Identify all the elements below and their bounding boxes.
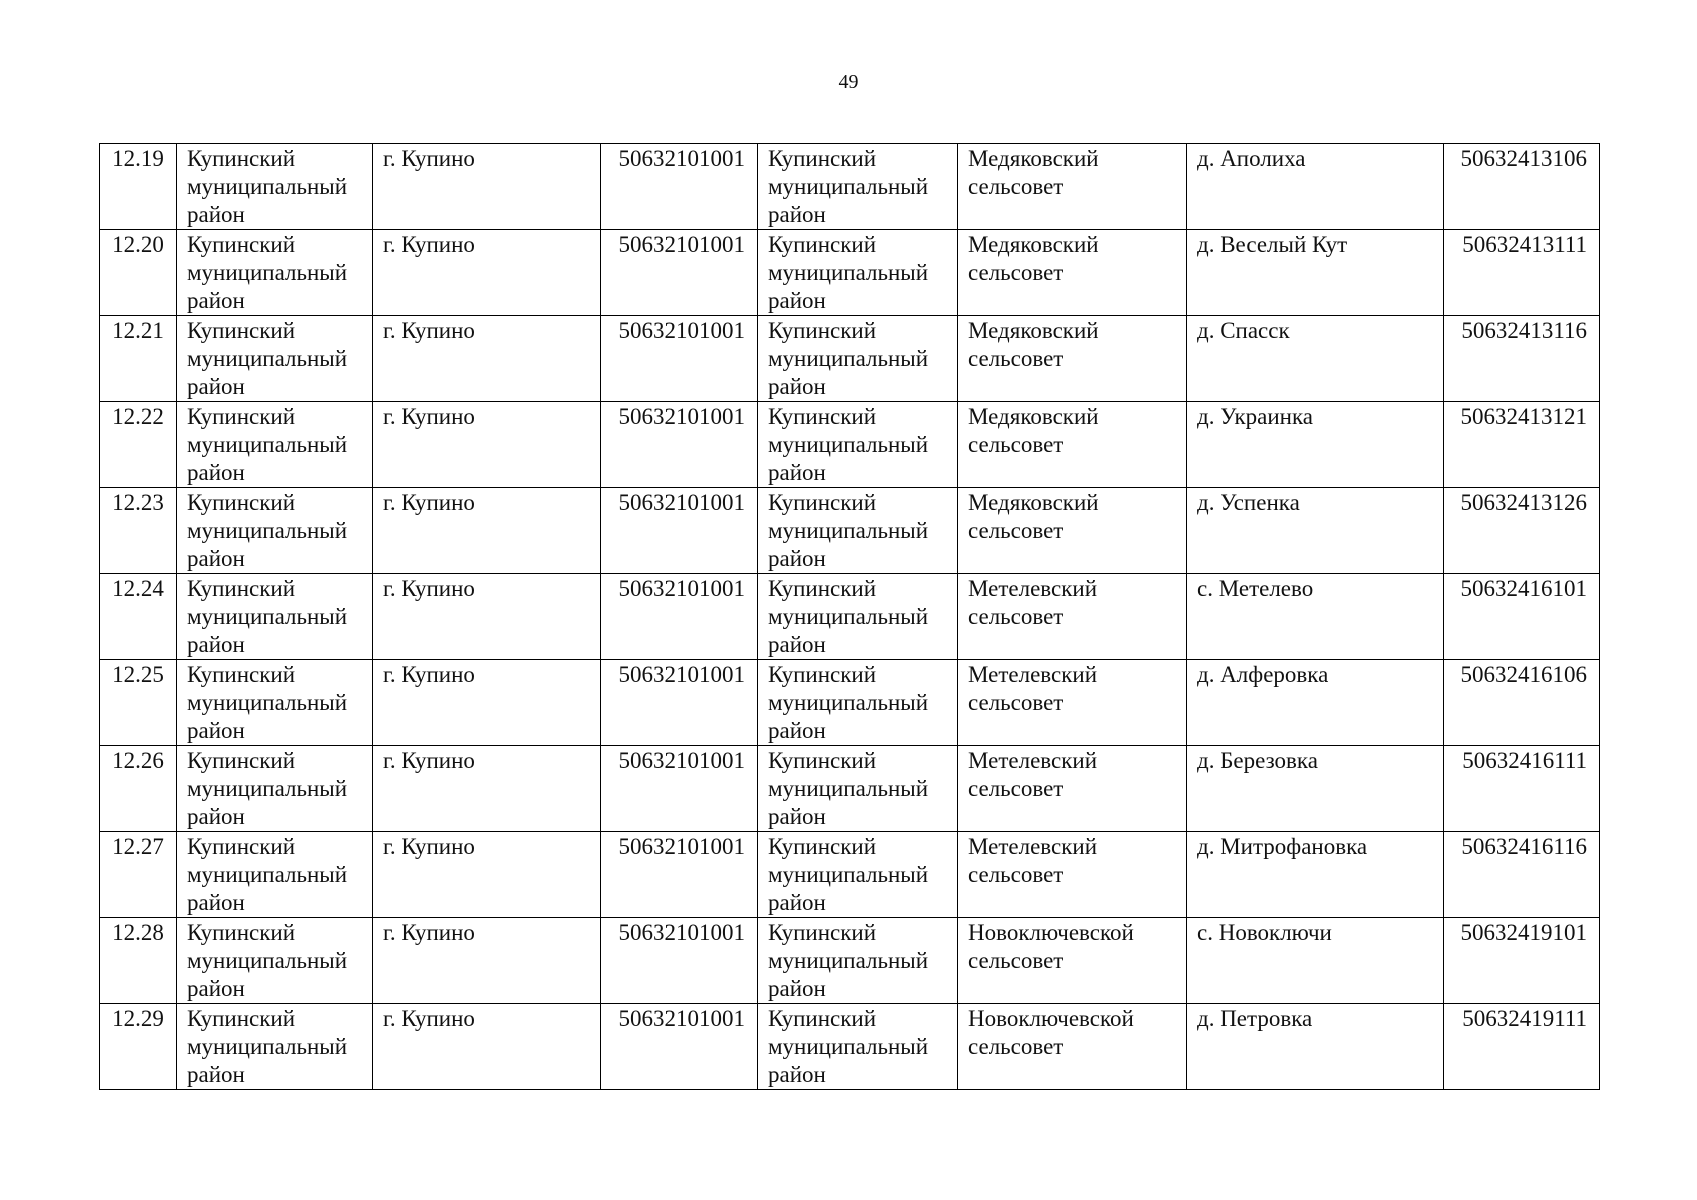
table-row xyxy=(100,660,1600,746)
table-row xyxy=(100,402,1600,488)
admin-center-code-cell: 50632101001 xyxy=(601,574,758,660)
admin-center-cell: г. Купино xyxy=(373,574,601,660)
municipal-district-cell: Купинский муниципальный район xyxy=(758,144,958,230)
locality-code-cell: 50632419111 xyxy=(1444,1004,1600,1090)
district-cell: Купинский муниципальный район xyxy=(177,402,373,488)
locality-code-cell: 50632419101 xyxy=(1444,918,1600,1004)
municipal-district-cell: Купинский муниципальный район xyxy=(758,832,958,918)
settlement-cell: Новоключевской сельсовет xyxy=(958,918,1187,1004)
locality-cell: д. Веселый Кут xyxy=(1187,230,1444,316)
settlement-cell: Медяковский сельсовет xyxy=(958,488,1187,574)
admin-center-cell: г. Купино xyxy=(373,918,601,1004)
district-cell: Купинский муниципальный район xyxy=(177,316,373,402)
settlement-cell: Медяковский сельсовет xyxy=(958,230,1187,316)
locality-code-cell: 50632413106 xyxy=(1444,144,1600,230)
admin-center-code-cell: 50632101001 xyxy=(601,660,758,746)
municipal-district-cell: Купинский муниципальный район xyxy=(758,574,958,660)
row-number-cell: 12.22 xyxy=(100,402,177,488)
municipal-district-cell: Купинский муниципальный район xyxy=(758,230,958,316)
table-row xyxy=(100,230,1600,316)
locality-code-cell: 50632416111 xyxy=(1444,746,1600,832)
admin-center-code-cell: 50632101001 xyxy=(601,746,758,832)
admin-center-cell: г. Купино xyxy=(373,488,601,574)
table-body xyxy=(100,144,1600,1090)
district-cell: Купинский муниципальный район xyxy=(177,746,373,832)
district-cell: Купинский муниципальный район xyxy=(177,230,373,316)
settlement-cell: Новоключевской сельсовет xyxy=(958,1004,1187,1090)
admin-center-code-cell: 50632101001 xyxy=(601,1004,758,1090)
row-number-cell: 12.19 xyxy=(100,144,177,230)
district-cell: Купинский муниципальный район xyxy=(177,832,373,918)
table-row xyxy=(100,144,1600,230)
admin-center-cell: г. Купино xyxy=(373,746,601,832)
admin-center-cell: г. Купино xyxy=(373,660,601,746)
row-number-cell: 12.29 xyxy=(100,1004,177,1090)
row-number-cell: 12.27 xyxy=(100,832,177,918)
locality-cell: д. Петровка xyxy=(1187,1004,1444,1090)
row-number-cell: 12.26 xyxy=(100,746,177,832)
table-row xyxy=(100,832,1600,918)
settlement-cell: Медяковский сельсовет xyxy=(958,144,1187,230)
locality-cell: с. Новоключи xyxy=(1187,918,1444,1004)
municipal-district-cell: Купинский муниципальный район xyxy=(758,746,958,832)
district-cell: Купинский муниципальный район xyxy=(177,918,373,1004)
table-row xyxy=(100,746,1600,832)
page-number: 49 xyxy=(838,71,859,93)
admin-center-code-cell: 50632101001 xyxy=(601,402,758,488)
municipal-district-cell: Купинский муниципальный район xyxy=(758,402,958,488)
admin-center-cell: г. Купино xyxy=(373,316,601,402)
locality-cell: д. Украинка xyxy=(1187,402,1444,488)
locality-cell: д. Митрофановка xyxy=(1187,832,1444,918)
row-number-cell: 12.20 xyxy=(100,230,177,316)
admin-center-code-cell: 50632101001 xyxy=(601,230,758,316)
admin-center-cell: г. Купино xyxy=(373,402,601,488)
municipal-district-cell: Купинский муниципальный район xyxy=(758,488,958,574)
locality-code-cell: 50632413111 xyxy=(1444,230,1600,316)
row-number-cell: 12.28 xyxy=(100,918,177,1004)
locality-code-cell: 50632413116 xyxy=(1444,316,1600,402)
locality-cell: д. Алферовка xyxy=(1187,660,1444,746)
settlement-cell: Метелевский сельсовет xyxy=(958,746,1187,832)
district-cell: Купинский муниципальный район xyxy=(177,488,373,574)
district-cell: Купинский муниципальный район xyxy=(177,1004,373,1090)
row-number-cell: 12.23 xyxy=(100,488,177,574)
table-row xyxy=(100,1004,1600,1090)
locality-cell: д. Березовка xyxy=(1187,746,1444,832)
row-number-cell: 12.25 xyxy=(100,660,177,746)
admin-center-code-cell: 50632101001 xyxy=(601,316,758,402)
admin-center-cell: г. Купино xyxy=(373,832,601,918)
admin-center-code-cell: 50632101001 xyxy=(601,832,758,918)
locality-code-cell: 50632416101 xyxy=(1444,574,1600,660)
locality-cell: д. Успенка xyxy=(1187,488,1444,574)
locality-cell: с. Метелево xyxy=(1187,574,1444,660)
admin-center-cell: г. Купино xyxy=(373,144,601,230)
locality-code-cell: 50632416116 xyxy=(1444,832,1600,918)
settlement-cell: Медяковский сельсовет xyxy=(958,316,1187,402)
table-row xyxy=(100,316,1600,402)
admin-center-code-cell: 50632101001 xyxy=(601,488,758,574)
row-number-cell: 12.21 xyxy=(100,316,177,402)
table-row xyxy=(100,488,1600,574)
district-cell: Купинский муниципальный район xyxy=(177,144,373,230)
settlements-table xyxy=(99,143,1600,1090)
municipal-district-cell: Купинский муниципальный район xyxy=(758,918,958,1004)
admin-center-code-cell: 50632101001 xyxy=(601,918,758,1004)
admin-center-code-cell: 50632101001 xyxy=(601,144,758,230)
locality-code-cell: 50632413121 xyxy=(1444,402,1600,488)
locality-code-cell: 50632416106 xyxy=(1444,660,1600,746)
admin-center-cell: г. Купино xyxy=(373,1004,601,1090)
table-row xyxy=(100,574,1600,660)
district-cell: Купинский муниципальный район xyxy=(177,660,373,746)
settlement-cell: Метелевский сельсовет xyxy=(958,832,1187,918)
locality-cell: д. Аполиха xyxy=(1187,144,1444,230)
municipal-district-cell: Купинский муниципальный район xyxy=(758,1004,958,1090)
settlement-cell: Метелевский сельсовет xyxy=(958,574,1187,660)
district-cell: Купинский муниципальный район xyxy=(177,574,373,660)
row-number-cell: 12.24 xyxy=(100,574,177,660)
municipal-district-cell: Купинский муниципальный район xyxy=(758,660,958,746)
settlement-cell: Метелевский сельсовет xyxy=(958,660,1187,746)
table-row xyxy=(100,918,1600,1004)
locality-code-cell: 50632413126 xyxy=(1444,488,1600,574)
settlement-cell: Медяковский сельсовет xyxy=(958,402,1187,488)
locality-cell: д. Спасск xyxy=(1187,316,1444,402)
admin-center-cell: г. Купино xyxy=(373,230,601,316)
municipal-district-cell: Купинский муниципальный район xyxy=(758,316,958,402)
